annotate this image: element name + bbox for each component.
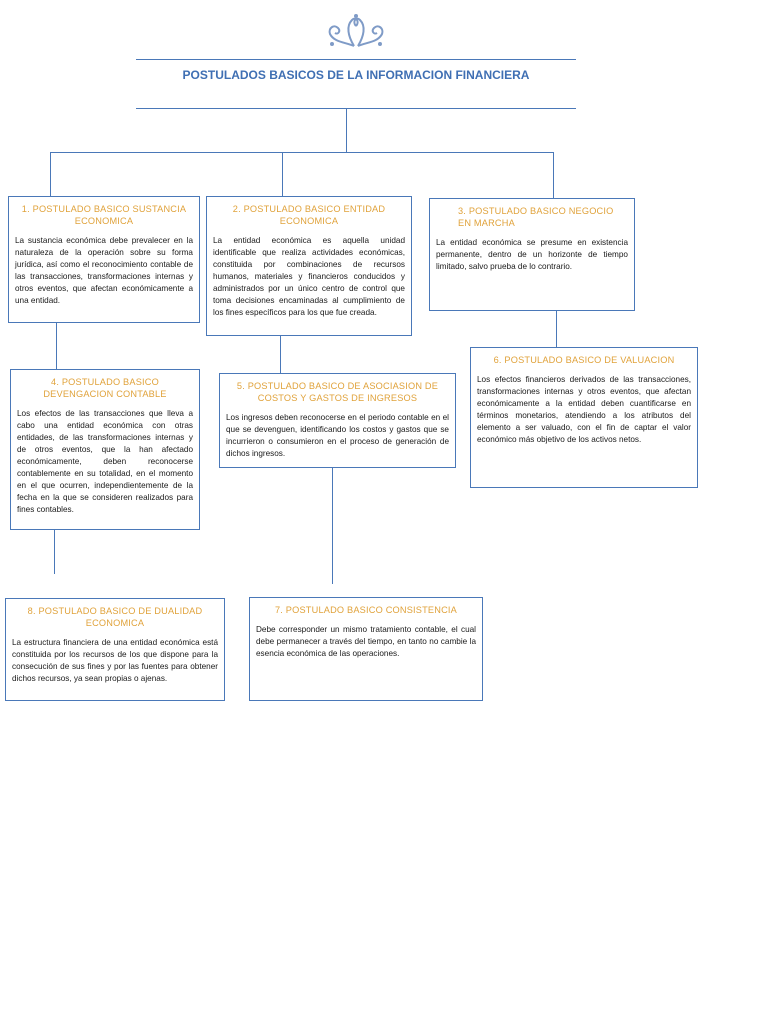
postulate-title: 6. POSTULADO BASICO DE VALUACION (493, 355, 675, 365)
connector (556, 311, 557, 348)
title-bottom-rule (136, 108, 576, 109)
postulate-box-4 (10, 369, 200, 530)
postulate-title: 7. POSTULADO BASICO CONSISTENCIA (274, 605, 458, 615)
connector (346, 108, 347, 152)
postulate-title: 3. POSTULADO BASICO NEGOCIO EN MARCHA (458, 206, 614, 228)
postulate-description: La sustancia económica debe prevalecer en la naturaleza de la operación sobre su forma jurídica, así como el reconocimiento contable de las transacciones, transformaciones internas y otros eventos, que afectan económicamente a una entidad. (15, 236, 193, 305)
postulate-title: 8. POSTULADO BASICO DE DUALIDAD ECONOMICA (27, 606, 203, 628)
connector (280, 336, 281, 374)
postulate-box-3 (429, 198, 635, 311)
postulate-box-8 (5, 598, 225, 701)
connector (282, 152, 283, 197)
postulate-box-6 (470, 347, 698, 488)
postulate-description: Debe corresponder un mismo tratamiento contable, el cual debe permanecer a través del tiempo, en tanto no cambie la esencia económica de las operaciones. (256, 625, 476, 658)
postulate-title: 5. POSTULADO BASICO DE ASOCIASION DE COSTOS Y GASTOS DE INGRESOS (236, 381, 439, 403)
postulate-title: 4. POSTULADO BASICO DEVENGACION CONTABLE (43, 377, 167, 399)
postulate-description: La estructura financiera de una entidad económica está constituida por los recursos de los que dispone para la consecución de sus fines y por las fuentes para obtener dichos recursos, ya sean propias o ajenas. (12, 638, 218, 683)
floral-ornament-icon (324, 12, 388, 50)
connector (332, 468, 333, 584)
connector (553, 152, 554, 198)
postulate-title: 2. POSTULADO BASICO ENTIDAD ECONOMICA (232, 204, 386, 226)
postulate-description: Los efectos financieros derivados de las transacciones, transformaciones internas y otros eventos, que afectan económicamente a la entidad deben cuantificarse en términos monetarios, atendiendo a los atributos del elemento a ser valuado, con el fin de captar el valor económico más objetivo de los activos netos. (477, 375, 691, 444)
postulate-description: Los ingresos deben reconocerse en el periodo contable en el que se devenguen, identificando los costos y gastos que se incurrieron o consumieron en el proceso de generación de dichos ingresos. (226, 413, 449, 458)
postulate-description: La entidad económica es aquella unidad identificable que realiza actividades económicas, constituida por combinaciones de recursos humanos, materiales y financieros conducidos y administrados por un único centro de control que toma decisiones encaminadas al cumplimiento de los fines específicos para los que fue creada. (213, 236, 405, 317)
connector (54, 530, 55, 574)
page-title: POSTULADOS BASICOS DE LA INFORMACION FINANCIERA (182, 68, 530, 82)
postulate-title: 1. POSTULADO BASICO SUSTANCIA ECONOMICA (21, 204, 187, 226)
postulate-box-1 (8, 196, 200, 323)
postulate-description: La entidad económica se presume en existencia permanente, dentro de un horizonte de tiempo limitado, salvo prueba de lo contrario. (436, 238, 628, 271)
connector (50, 152, 51, 197)
postulate-description: Los efectos de las transacciones que lleva a cabo una entidad económica con otras entidades, de las transformaciones internas y de otros eventos, que la han afectado económicamente, deben reconocerse contablemente en su totalidad, en el momento en el que ocurren, independientemente de la fecha en la que se consideren realizados para fines contables. (17, 409, 193, 514)
postulate-box-7 (249, 597, 483, 701)
connector (50, 152, 554, 153)
connector (56, 323, 57, 370)
postulate-box-2 (206, 196, 412, 336)
postulate-box-5 (219, 373, 456, 468)
title-top-rule (136, 59, 576, 60)
